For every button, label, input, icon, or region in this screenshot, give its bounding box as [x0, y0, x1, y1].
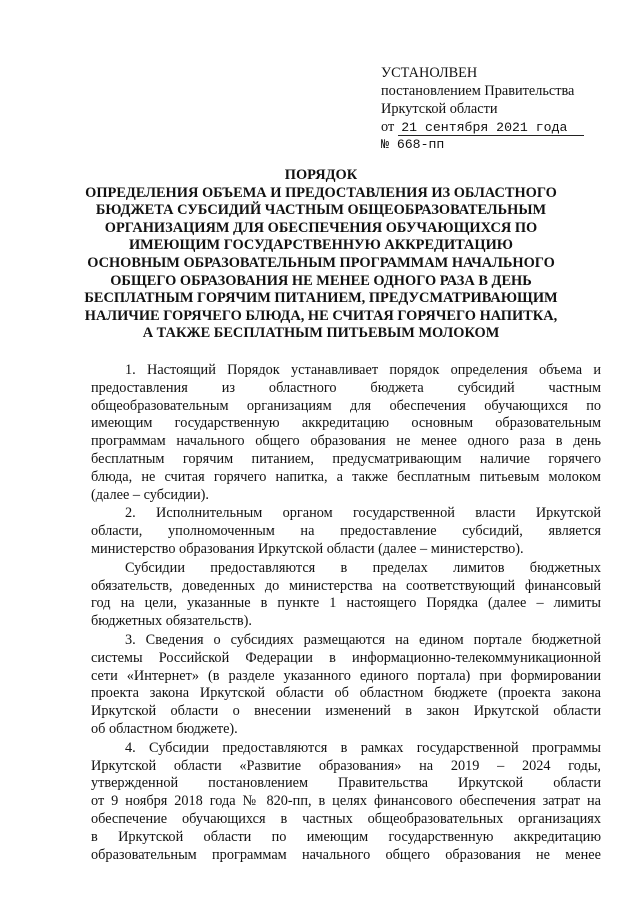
approval-date-prefix: от: [381, 119, 395, 135]
text-line: проекта закона Иркутской области об областном бюджете (проекта закона: [91, 685, 601, 702]
document-body: [91, 362, 601, 865]
approval-number: № 668-пп: [381, 137, 445, 152]
title-line: НАЛИЧИЕ ГОРЯЧЕГО БЛЮДА, НЕ СЧИТАЯ ГОРЯЧЕГО НАПИТКА,: [84, 307, 558, 324]
paragraph: [91, 560, 601, 631]
text-line: 1. Настоящий Порядок устанавливает порядок определения объема и: [125, 362, 601, 378]
text-line: Субсидии предоставляются в пределах лимитов бюджетных: [125, 559, 601, 576]
paragraph: [91, 362, 601, 504]
text-line: утвержденной постановлением Правительства Иркутской области: [91, 775, 601, 792]
approval-date: 21 сентября 2021 года: [398, 120, 584, 136]
text-line: системы Российской Федерации в информационно-телекоммуникационной: [91, 649, 601, 666]
paragraph: [91, 740, 601, 865]
text-line: предоставления из областного бюджета субсидий частным: [91, 379, 601, 396]
title-line: ОБЩЕГО ОБРАЗОВАНИЯ НЕ МЕНЕЕ ОДНОГО РАЗА В ДЕНЬ: [110, 272, 532, 289]
text-line: обязательств, доведенных до министерства на соответствующий финансовый: [91, 577, 601, 594]
title-line: ПОРЯДОК: [284, 167, 358, 183]
text-line: от 9 ноября 2018 года № 820-пп, в целях финансового обеспечения затрат на: [91, 793, 601, 810]
paragraph: [91, 632, 601, 739]
document-title: [40, 167, 602, 343]
text-line: об областном бюджете).: [91, 720, 238, 737]
approval-line: постановлением Правительства: [381, 83, 575, 99]
text-line: в Иркутской области по имеющим государственную аккредитацию: [91, 828, 601, 845]
text-line: 3. Сведения о субсидиях размещаются на едином портале бюджетной: [125, 631, 601, 648]
approval-heading: УСТАНОЛВЕН: [381, 65, 478, 81]
text-line: (далее – субсидии).: [91, 486, 209, 503]
text-line: министерство образования Иркутской области (далее – министерство).: [91, 540, 524, 557]
text-line: образовательным программам начального общего образования не менее: [91, 846, 601, 863]
title-line: А ТАКЖЕ БЕСПЛАТНЫМ ПИТЬЕВЫМ МОЛОКОМ: [142, 325, 500, 342]
text-line: обеспечение обучающихся в частных общеобразовательных организациях: [91, 810, 601, 827]
approval-line: Иркутской области: [381, 101, 498, 117]
text-line: имеющим государственную аккредитацию основным образовательным: [91, 415, 601, 432]
text-line: бюджетных обязательств).: [91, 613, 252, 630]
text-line: блюда, не считая горячего напитка, а также бесплатным питьевым молоком: [91, 468, 601, 485]
text-line: 4. Субсидии предоставляются в рамках государственной программы: [125, 739, 601, 756]
approval-date-row: [381, 118, 621, 136]
text-line: сети «Интернет» (в разделе указанного единого портала) при формировании: [91, 667, 601, 684]
approval-stamp: [381, 64, 621, 154]
text-line: Иркутской области «Развитие образования» на 2019 – 2024 годы,: [91, 757, 601, 774]
title-line: ОСНОВНЫМ ОБРАЗОВАТЕЛЬНЫМ ПРОГРАММАМ НАЧАЛЬНОГО: [87, 254, 555, 271]
title-line: БЕСПЛАТНЫМ ГОРЯЧИМ ПИТАНИЕМ, ПРЕДУСМАТРИВАЮЩИМ: [84, 290, 558, 307]
title-line: ОРГАНИЗАЦИЯМ ДЛЯ ОБЕСПЕЧЕНИЯ ОБУЧАЮЩИХСЯ ПО: [104, 219, 538, 236]
text-line: программам начального общего образования не менее одного раза в день: [91, 433, 601, 450]
text-line: 2. Исполнительным органом государственной власти Иркутской: [125, 505, 601, 522]
text-line: бесплатным горячим питанием, предусматривающим наличие горячего: [91, 450, 601, 467]
title-line: БЮДЖЕТА СУБСИДИЙ ЧАСТНЫМ ОБЩЕОБРАЗОВАТЕЛЬНЫМ: [95, 202, 547, 219]
text-line: Иркутской области о внесении изменений в закон Иркутской области: [91, 703, 601, 720]
text-line: области, уполномоченным на предоставление субсидий, является: [91, 523, 601, 540]
text-line: год на цели, указанные в пункте 1 настоящего Порядка (далее – лимиты: [91, 595, 601, 612]
text-line: общеобразовательным организациям для обеспечения обучающихся по: [91, 397, 601, 414]
title-line: ОПРЕДЕЛЕНИЯ ОБЪЕМА И ПРЕДОСТАВЛЕНИЯ ИЗ ОБЛАСТНОГО: [85, 184, 557, 201]
paragraph: [91, 505, 601, 558]
title-line: ИМЕЮЩИМ ГОСУДАРСТВЕННУЮ АККРЕДИТАЦИЮ: [128, 237, 514, 254]
